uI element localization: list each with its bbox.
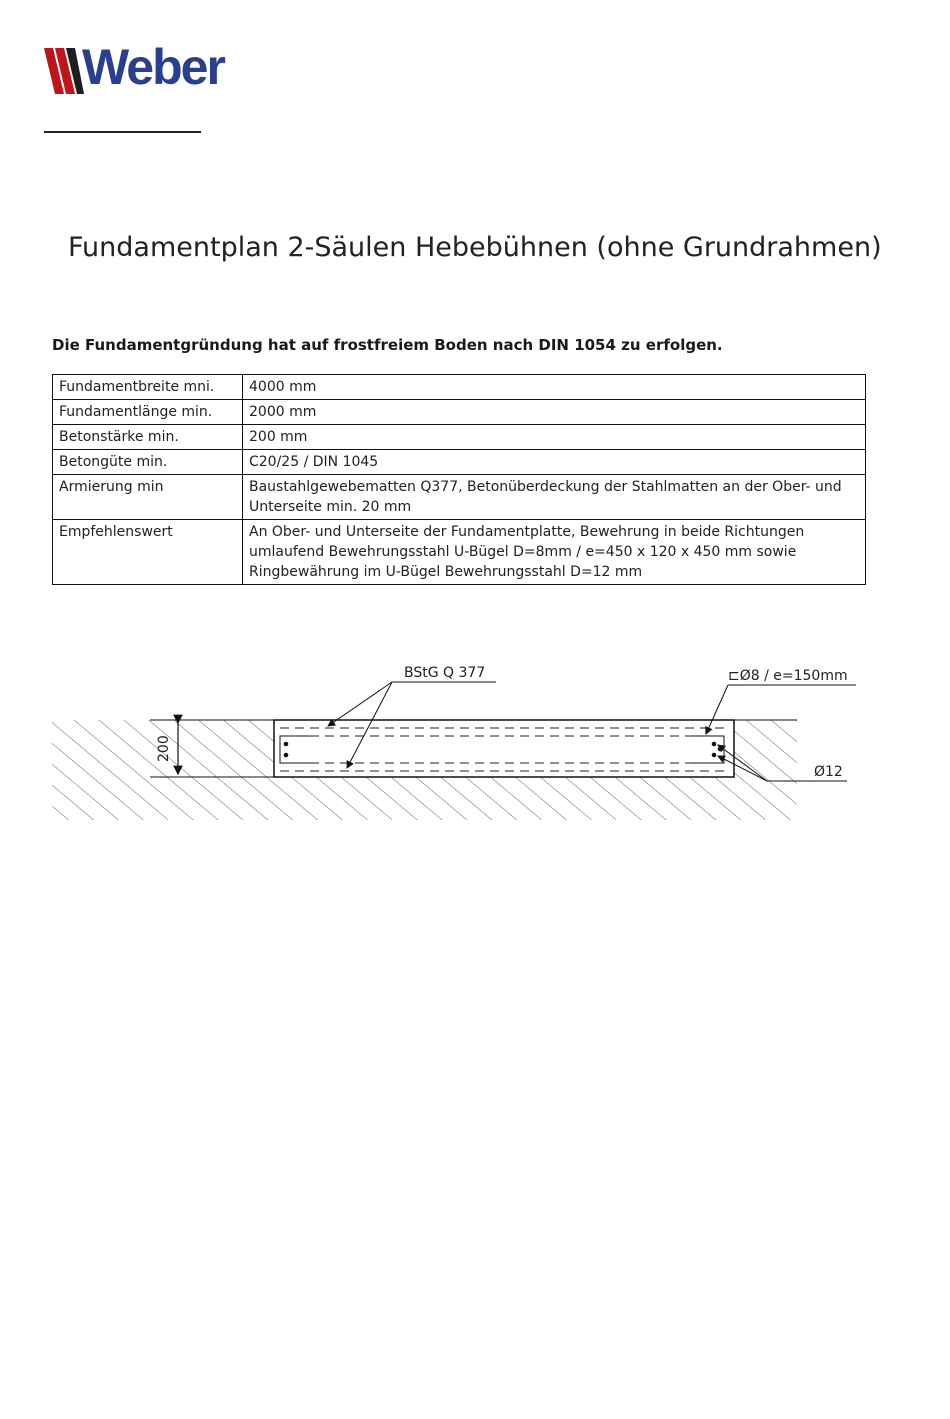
ground-hatching	[52, 720, 797, 820]
stirrup-label: ⊏Ø8 / e=150mm	[728, 668, 848, 684]
logo-stripes-icon	[44, 48, 84, 94]
spec-value: 4000 mm	[243, 375, 866, 400]
table-row	[53, 375, 866, 400]
intro-text: Die Fundamentgründung hat auf frostfreiem Boden nach DIN 1054 zu erfolgen.	[52, 336, 723, 354]
spec-value: Baustahlgewebematten Q377, Betonüberdeckung der Stahlmatten an der Ober- und Unterseite min. 20 mm	[243, 475, 866, 520]
spec-label: Armierung min	[53, 475, 243, 520]
foundation-section-diagram	[40, 650, 870, 830]
spec-value: C20/25 / DIN 1045	[243, 450, 866, 475]
spec-table	[52, 374, 866, 585]
table-row	[53, 450, 866, 475]
spec-value: An Ober- und Unterseite der Fundamentplatte, Bewehrung in beide Richtungen umlaufend Bewehrungsstahl U-Bügel D=8mm / e=450 x 120 x 450 mm sowie Ringbewährung im U-Bügel Bewehrungsstahl D=12 mm	[243, 520, 866, 585]
thickness-label: 200	[156, 735, 172, 762]
spec-label: Empfehlenswert	[53, 520, 243, 585]
page-title: Fundamentplan 2-Säulen Hebebühnen (ohne Grundrahmen)	[68, 232, 882, 263]
spec-label: Fundamentlänge min.	[53, 400, 243, 425]
table-row	[53, 520, 866, 585]
mesh-label: BStG Q 377	[404, 665, 486, 681]
spec-label: Betongüte min.	[53, 450, 243, 475]
table-row	[53, 425, 866, 450]
logo-underline	[44, 131, 201, 133]
table-row	[53, 475, 866, 520]
spec-label: Fundamentbreite mni.	[53, 375, 243, 400]
spec-value: 2000 mm	[243, 400, 866, 425]
spec-label: Betonstärke min.	[53, 425, 243, 450]
table-row	[53, 400, 866, 425]
logo-text: Weber	[82, 39, 224, 95]
ring-label: Ø12	[814, 764, 843, 780]
weber-logo	[44, 39, 270, 96]
spec-value: 200 mm	[243, 425, 866, 450]
